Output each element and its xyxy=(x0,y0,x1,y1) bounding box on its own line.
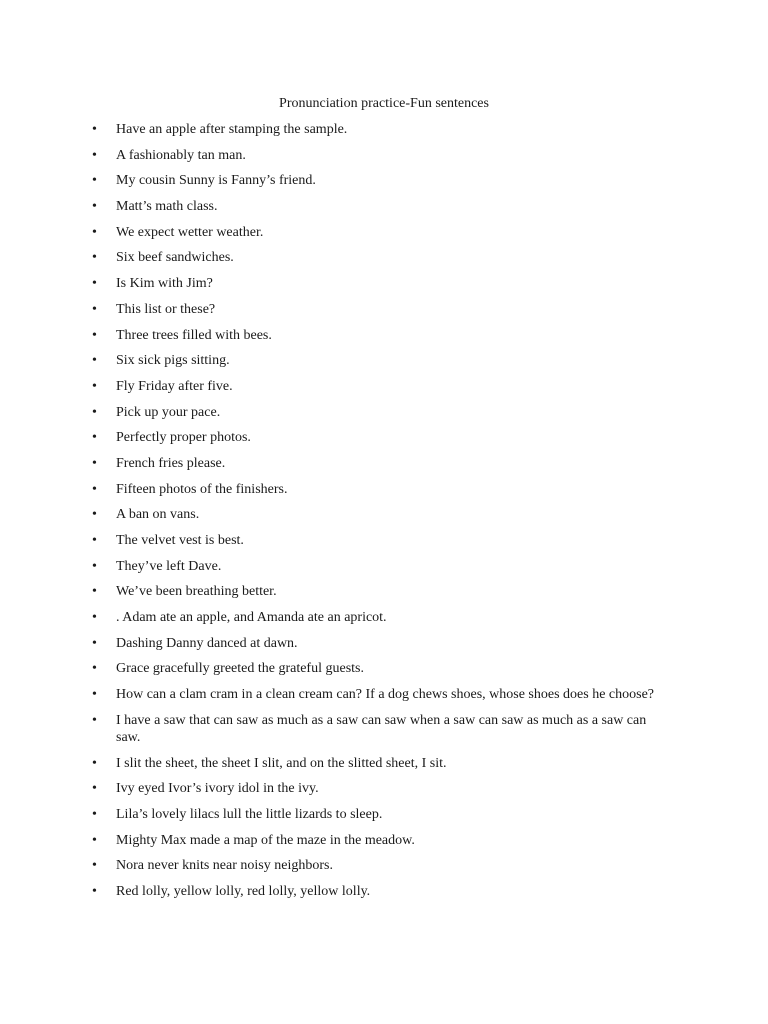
list-item xyxy=(0,429,768,446)
bullet-icon: • xyxy=(92,832,97,848)
bullet-icon: • xyxy=(92,755,97,771)
bullet-icon: • xyxy=(92,301,97,317)
bullet-icon: • xyxy=(92,635,97,651)
bullet-icon: • xyxy=(92,584,97,600)
list-item xyxy=(0,635,768,652)
list-item xyxy=(0,883,768,900)
sentence-text: Lila’s lovely lilacs lull the little lizards to sleep. xyxy=(116,806,383,822)
sentence-text: My cousin Sunny is Fanny’s friend. xyxy=(116,173,316,189)
sentence-text: Red lolly, yellow lolly, red lolly, yellow lolly. xyxy=(116,883,371,899)
list-item xyxy=(0,532,768,549)
list-item xyxy=(0,352,768,369)
list-item xyxy=(0,660,768,677)
list-item xyxy=(0,481,768,498)
bullet-icon: • xyxy=(92,122,97,137)
sentence-text: They’ve left Dave. xyxy=(116,558,222,574)
list-item xyxy=(0,224,768,241)
bullet-icon: • xyxy=(92,507,97,523)
sentence-list xyxy=(0,121,768,909)
list-item xyxy=(0,378,768,395)
sentence-text: I slit the sheet, the sheet I slit, and on the slitted sheet, I sit. xyxy=(116,755,447,771)
list-item xyxy=(0,780,768,797)
sentence-text: I have a saw that can saw as much as a saw can saw when a saw can saw as much as a saw can saw. xyxy=(116,712,647,745)
bullet-icon: • xyxy=(92,610,97,626)
sentence-text: A fashionably tan man. xyxy=(116,147,246,163)
list-item xyxy=(0,275,768,292)
sentence-text: Matt’s math class. xyxy=(116,199,218,215)
list-item xyxy=(0,857,768,874)
list-item xyxy=(0,712,768,746)
list-item xyxy=(0,755,768,772)
bullet-icon: • xyxy=(92,173,97,189)
bullet-icon: • xyxy=(92,404,97,420)
sentence-text: Fly Friday after five. xyxy=(116,378,233,394)
sentence-text: Ivy eyed Ivor’s ivory idol in the ivy. xyxy=(116,781,319,797)
list-item xyxy=(0,249,768,266)
list-item xyxy=(0,506,768,523)
list-item xyxy=(0,172,768,189)
sentence-text: The velvet vest is best. xyxy=(116,533,244,548)
sentence-text: We’ve been breathing better. xyxy=(116,584,277,600)
list-item xyxy=(0,832,768,849)
sentence-text: . Adam ate an apple, and Amanda ate an apricot. xyxy=(116,610,387,626)
sentence-text: This list or these? xyxy=(116,301,216,317)
bullet-icon: • xyxy=(92,353,97,369)
bullet-icon: • xyxy=(92,858,97,874)
sentence-text: Three trees filled with bees. xyxy=(116,327,272,343)
bullet-icon: • xyxy=(92,781,97,797)
bullet-icon: • xyxy=(92,558,97,574)
bullet-icon: • xyxy=(92,199,97,215)
list-item xyxy=(0,121,768,138)
bullet-icon: • xyxy=(92,687,97,703)
sentence-text: Six beef sandwiches. xyxy=(116,250,234,266)
bullet-icon: • xyxy=(92,224,97,240)
sentence-text: A ban on vans. xyxy=(116,507,200,523)
sentence-text: Fifteen photos of the finishers. xyxy=(116,481,288,497)
list-item xyxy=(0,583,768,600)
sentence-text: Perfectly proper photos. xyxy=(116,430,251,446)
page-title: Pronunciation practice-Fun sentences xyxy=(279,96,489,111)
bullet-icon: • xyxy=(92,455,97,471)
bullet-icon: • xyxy=(92,661,97,677)
list-item xyxy=(0,327,768,344)
bullet-icon: • xyxy=(92,430,97,446)
bullet-icon: • xyxy=(92,712,97,728)
bullet-icon: • xyxy=(92,883,97,899)
bullet-icon: • xyxy=(92,147,97,163)
bullet-icon: • xyxy=(92,276,97,292)
bullet-icon: • xyxy=(92,250,97,266)
list-item xyxy=(0,301,768,318)
list-item xyxy=(0,147,768,164)
sentence-text: How can a clam cram in a clean cream can? If a dog chews shoes, whose shoes does he choose? xyxy=(116,687,655,703)
bullet-icon: • xyxy=(92,481,97,497)
bullet-icon: • xyxy=(92,806,97,822)
list-item xyxy=(0,455,768,472)
sentence-text: French fries please. xyxy=(116,455,226,471)
sentence-text: Is Kim with Jim? xyxy=(116,276,213,292)
list-item xyxy=(0,806,768,823)
bullet-icon: • xyxy=(92,327,97,343)
sentence-text: Dashing Danny danced at dawn. xyxy=(116,635,298,651)
sentence-text: Nora never knits near noisy neighbors. xyxy=(116,858,333,874)
sentence-text: Have an apple after stamping the sample. xyxy=(116,122,348,137)
list-item xyxy=(0,609,768,626)
sentence-text: Grace gracefully greeted the grateful guests. xyxy=(116,661,364,677)
sentence-text: Six sick pigs sitting. xyxy=(116,353,230,369)
list-item xyxy=(0,404,768,421)
sentence-text: We expect wetter weather. xyxy=(116,224,264,240)
bullet-icon: • xyxy=(92,533,97,548)
sentence-text: Mighty Max made a map of the maze in the meadow. xyxy=(116,832,415,848)
list-item xyxy=(0,558,768,575)
list-item xyxy=(0,198,768,215)
list-item xyxy=(0,686,768,703)
sentence-text: Pick up your pace. xyxy=(116,404,221,420)
bullet-icon: • xyxy=(92,378,97,394)
